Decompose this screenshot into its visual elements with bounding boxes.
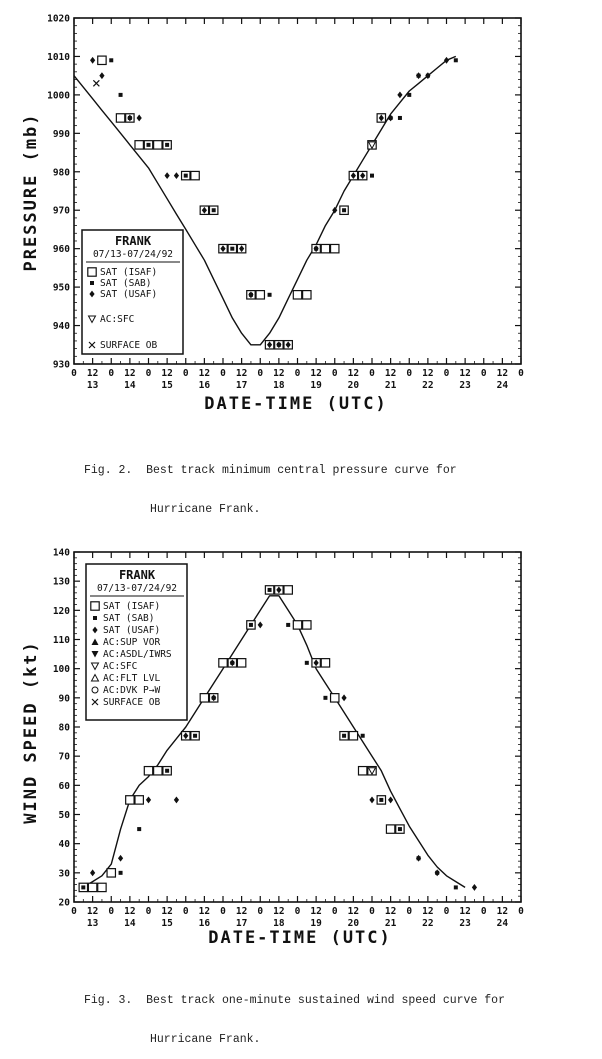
small-square-marker bbox=[90, 281, 94, 285]
wind-x-hour-label: 12 bbox=[273, 906, 285, 917]
wind-square-point bbox=[88, 883, 96, 891]
pressure-small-square-point bbox=[212, 208, 216, 212]
pressure-small-square-point bbox=[268, 293, 272, 297]
wind-square-point bbox=[98, 883, 106, 891]
wind-small-square-point bbox=[286, 623, 290, 627]
wind-x-hour-label: 0 bbox=[182, 906, 189, 917]
wind-x-hour-label: 0 bbox=[406, 906, 413, 917]
pressure-diamond-point bbox=[388, 115, 393, 122]
pressure-y-tick-label: 1010 bbox=[47, 51, 70, 63]
wind-square-point bbox=[358, 767, 366, 775]
pressure-legend-item-label: AC:SFC bbox=[100, 314, 135, 325]
pressure-x-hour-label: 12 bbox=[384, 368, 397, 379]
wind-y-tick-label: 40 bbox=[58, 839, 70, 851]
pressure-y-tick-label: 990 bbox=[52, 128, 70, 140]
pressure-x-day-label: 15 bbox=[161, 380, 173, 391]
pressure-diamond-point bbox=[416, 72, 421, 79]
pressure-x-hour-label: 0 bbox=[257, 368, 264, 379]
pressure-x-day-label: 18 bbox=[273, 380, 285, 391]
figure-2-caption-line-2: Hurricane Frank. bbox=[150, 503, 261, 516]
wind-square-point bbox=[284, 586, 292, 594]
pressure-x-hour-label: 0 bbox=[406, 368, 413, 379]
pressure-x-hour-label: 0 bbox=[518, 368, 524, 379]
wind-x-hour-label: 12 bbox=[496, 906, 509, 917]
pressure-x-day-label: 20 bbox=[347, 380, 360, 391]
pressure-small-square-point bbox=[398, 116, 402, 120]
pressure-diamond-point bbox=[137, 115, 142, 122]
pressure-legend-dates: 07/13-07/24/92 bbox=[92, 249, 174, 260]
wind-diamond-point bbox=[416, 855, 421, 862]
wind-diamond-point bbox=[90, 869, 95, 876]
wind-x-axis-label: DATE-TIME (UTC) bbox=[208, 928, 392, 948]
legend-marker bbox=[93, 616, 97, 620]
wind-small-square-point bbox=[305, 661, 309, 665]
wind-x-hour-label: 0 bbox=[71, 906, 77, 917]
wind-legend-item-label: AC:SUP VOR bbox=[103, 637, 161, 648]
wind-x-hour-label: 12 bbox=[235, 906, 248, 917]
wind-legend-item-label: AC:DVK P→W bbox=[103, 685, 161, 696]
wind-small-square-point bbox=[119, 871, 123, 875]
wind-diamond-point bbox=[146, 797, 151, 804]
wind-x-hour-label: 0 bbox=[369, 906, 375, 917]
wind-legend-item-label: AC:SFC bbox=[103, 661, 138, 672]
wind-x-hour-label: 0 bbox=[257, 906, 264, 917]
pressure-x-hour-label: 12 bbox=[310, 368, 322, 379]
pressure-x-hour-label: 12 bbox=[496, 368, 509, 379]
wind-square-point bbox=[303, 621, 311, 629]
pressure-diamond-point bbox=[90, 57, 95, 64]
pressure-legend-item-label: SAT (USAF) bbox=[100, 289, 158, 300]
figure-3-caption-line-2: Hurricane Frank. bbox=[150, 1033, 261, 1046]
wind-y-tick-label: 60 bbox=[58, 780, 70, 792]
wind-y-tick-label: 110 bbox=[52, 635, 70, 646]
pressure-y-tick-label: 930 bbox=[52, 359, 70, 371]
pressure-y-tick-label: 980 bbox=[52, 167, 70, 179]
wind-x-day-label: 16 bbox=[198, 918, 211, 929]
pressure-small-square-point bbox=[119, 93, 123, 97]
wind-x-hour-label: 0 bbox=[331, 906, 338, 917]
wind-x-hour-label: 12 bbox=[347, 906, 360, 917]
pressure-x-hour-label: 12 bbox=[347, 368, 360, 379]
wind-x-hour-label: 0 bbox=[145, 906, 152, 917]
pressure-small-square-point bbox=[370, 174, 374, 178]
wind-small-square-point bbox=[398, 827, 402, 831]
wind-y-tick-label: 120 bbox=[52, 605, 70, 617]
wind-square-point bbox=[200, 694, 208, 702]
pressure-x-day-label: 16 bbox=[198, 380, 211, 391]
pressure-diamond-point bbox=[99, 72, 104, 79]
pressure-x-hour-label: 0 bbox=[480, 368, 487, 379]
pressure-y-tick-label: 1000 bbox=[47, 90, 70, 102]
pressure-x-day-label: 13 bbox=[86, 380, 99, 391]
pressure-square-point bbox=[135, 141, 143, 149]
pressure-legend-item-label: SAT (ISAF) bbox=[100, 267, 158, 278]
pressure-x-hour-label: 12 bbox=[235, 368, 248, 379]
pressure-x-hour-label: 12 bbox=[86, 368, 99, 379]
wind-small-square-point bbox=[193, 734, 197, 738]
pressure-legend-item bbox=[89, 340, 157, 351]
wind-diamond-point bbox=[174, 797, 179, 804]
wind-x-hour-label: 12 bbox=[161, 906, 173, 917]
pressure-square-point bbox=[293, 291, 301, 299]
legend-marker bbox=[91, 602, 99, 610]
wind-legend-item-label: SAT (ISAF) bbox=[103, 601, 161, 612]
wind-x-hour-label: 0 bbox=[220, 906, 226, 917]
pressure-y-tick-label: 960 bbox=[52, 244, 70, 256]
pressure-x-day-label: 21 bbox=[384, 380, 397, 391]
pressure-x-hour-label: 12 bbox=[273, 368, 285, 379]
figure-2-caption bbox=[84, 438, 584, 529]
wind-x-hour-label: 12 bbox=[422, 906, 434, 917]
wind-x-hour-label: 12 bbox=[459, 906, 471, 917]
pressure-chart bbox=[0, 0, 602, 420]
pressure-diamond-point bbox=[397, 91, 402, 98]
pressure-legend-item bbox=[90, 278, 151, 289]
pressure-y-axis-label: PRESSURE (mb) bbox=[21, 112, 41, 272]
wind-legend-item-label: SURFACE OB bbox=[103, 697, 161, 708]
wind-x-day-label: 24 bbox=[496, 918, 509, 929]
wind-square-point bbox=[386, 825, 394, 833]
wind-y-tick-label: 90 bbox=[58, 693, 70, 705]
wind-x-day-label: 13 bbox=[86, 918, 99, 929]
wind-small-square-point bbox=[81, 885, 85, 889]
wind-y-tick-label: 70 bbox=[58, 751, 70, 763]
pressure-x-day-label: 24 bbox=[496, 380, 509, 391]
pressure-x-hour-label: 12 bbox=[459, 368, 471, 379]
wind-square-point bbox=[154, 767, 162, 775]
wind-x-hour-label: 0 bbox=[518, 906, 524, 917]
wind-diamond-point bbox=[472, 884, 477, 891]
wind-diamond-point bbox=[118, 855, 123, 862]
pressure-x-axis-label: DATE-TIME (UTC) bbox=[204, 394, 388, 414]
wind-x-hour-label: 0 bbox=[108, 906, 115, 917]
pressure-small-square-point bbox=[147, 143, 151, 147]
wind-square-point bbox=[237, 659, 245, 667]
wind-y-tick-label: 50 bbox=[58, 810, 70, 821]
legend-marker bbox=[90, 281, 94, 285]
wind-legend bbox=[86, 564, 187, 720]
wind-x-hour-label: 12 bbox=[198, 906, 211, 917]
pressure-x-hour-label: 0 bbox=[182, 368, 189, 379]
pressure-series-x bbox=[93, 80, 99, 86]
pressure-small-square-point bbox=[109, 58, 113, 62]
wind-x-day-label: 23 bbox=[459, 918, 471, 929]
pressure-square-point bbox=[116, 114, 124, 122]
wind-diamond-point bbox=[388, 797, 393, 804]
wind-x-hour-label: 12 bbox=[124, 906, 136, 917]
pressure-x-hour-label: 0 bbox=[108, 368, 115, 379]
wind-legend-item bbox=[92, 685, 160, 696]
pressure-x-day-label: 17 bbox=[235, 380, 248, 391]
pressure-legend-title: FRANK bbox=[114, 234, 152, 248]
pressure-x-hour-label: 12 bbox=[422, 368, 434, 379]
wind-diamond-point bbox=[435, 869, 440, 876]
pressure-x-hour-label: 0 bbox=[145, 368, 152, 379]
pressure-x-hour-label: 12 bbox=[124, 368, 136, 379]
wind-diamond-point bbox=[341, 694, 346, 701]
wind-legend-item-label: AC:ASDL/IWRS bbox=[103, 649, 172, 660]
wind-legend-item-label: SAT (USAF) bbox=[103, 625, 161, 636]
pressure-square-point bbox=[321, 244, 329, 252]
pressure-square-point bbox=[154, 141, 162, 149]
wind-legend-item bbox=[92, 625, 160, 636]
pressure-square-point bbox=[256, 291, 264, 299]
wind-legend-item-label: SAT (SAB) bbox=[103, 613, 155, 624]
wind-x-day-label: 14 bbox=[124, 918, 136, 929]
pressure-x-day-label: 19 bbox=[310, 380, 322, 391]
wind-x-hour-label: 0 bbox=[480, 906, 487, 917]
pressure-small-square-point bbox=[184, 174, 188, 178]
pressure-small-square-point bbox=[407, 93, 411, 97]
wind-square-point bbox=[126, 796, 134, 804]
wind-square-point bbox=[293, 621, 301, 629]
wind-square-point bbox=[107, 869, 115, 877]
wind-y-tick-label: 100 bbox=[52, 664, 70, 676]
wind-x-hour-label: 12 bbox=[86, 906, 99, 917]
pressure-y-tick-label: 970 bbox=[52, 205, 70, 217]
pressure-small-square-point bbox=[342, 208, 346, 212]
wind-x-day-label: 17 bbox=[235, 918, 248, 929]
wind-legend-item-label: AC:FLT LVL bbox=[103, 673, 161, 684]
pressure-x-day-label: 22 bbox=[422, 380, 434, 391]
wind-small-square-point bbox=[342, 734, 346, 738]
figure-3-caption bbox=[84, 968, 584, 1059]
wind-small-square-point bbox=[137, 827, 141, 831]
wind-diamond-point bbox=[369, 797, 374, 804]
pressure-x-day-label: 23 bbox=[459, 380, 471, 391]
wind-y-tick-label: 130 bbox=[52, 576, 70, 588]
pressure-y-tick-label: 940 bbox=[52, 321, 70, 333]
square-marker bbox=[91, 602, 99, 610]
pressure-square-point bbox=[303, 291, 311, 299]
wind-y-tick-label: 30 bbox=[58, 868, 70, 880]
wind-small-square-point bbox=[165, 769, 169, 773]
wind-square-point bbox=[321, 659, 329, 667]
wind-small-square-point bbox=[454, 885, 458, 889]
square-marker bbox=[88, 268, 96, 276]
wind-diamond-point bbox=[258, 622, 263, 629]
pressure-small-square-point bbox=[165, 143, 169, 147]
pressure-x-hour-label: 0 bbox=[443, 368, 450, 379]
wind-small-square-point bbox=[268, 588, 272, 592]
wind-x-hour-label: 0 bbox=[443, 906, 450, 917]
pressure-x-hour-label: 0 bbox=[220, 368, 226, 379]
wind-square-point bbox=[135, 796, 143, 804]
wind-legend-title: FRANK bbox=[118, 568, 156, 582]
wind-x-hour-label: 12 bbox=[384, 906, 397, 917]
pressure-x-hour-label: 0 bbox=[294, 368, 301, 379]
pressure-x-day-label: 14 bbox=[124, 380, 136, 391]
pressure-x-point bbox=[93, 80, 99, 86]
wind-x-day-label: 21 bbox=[384, 918, 397, 929]
pressure-x-hour-label: 0 bbox=[331, 368, 338, 379]
pressure-square-point bbox=[331, 244, 339, 252]
wind-legend-item bbox=[93, 613, 154, 624]
wind-y-tick-label: 80 bbox=[58, 722, 70, 734]
pressure-small-square-point bbox=[454, 58, 458, 62]
wind-x-day-label: 15 bbox=[161, 918, 173, 929]
wind-y-axis-label: WIND SPEED (kt) bbox=[21, 640, 41, 824]
pressure-square-point bbox=[98, 56, 106, 64]
wind-x-day-label: 19 bbox=[310, 918, 322, 929]
pressure-diamond-point bbox=[174, 172, 179, 179]
wind-square-point bbox=[144, 767, 152, 775]
wind-small-square-point bbox=[249, 623, 253, 627]
pressure-x-hour-label: 12 bbox=[161, 368, 173, 379]
pressure-legend bbox=[82, 230, 183, 354]
pressure-y-tick-label: 950 bbox=[52, 282, 70, 294]
pressure-x-hour-label: 0 bbox=[71, 368, 77, 379]
wind-x-hour-label: 0 bbox=[294, 906, 301, 917]
figure-2-caption-line-1: Fig. 2. Best track minimum central pressure curve for bbox=[84, 464, 457, 477]
wind-small-square-point bbox=[361, 734, 365, 738]
wind-square-point bbox=[219, 659, 227, 667]
wind-y-tick-label: 140 bbox=[52, 547, 70, 559]
pressure-x-hour-label: 12 bbox=[198, 368, 211, 379]
pressure-square-point bbox=[191, 171, 199, 179]
wind-legend-dates: 07/13-07/24/92 bbox=[96, 583, 178, 594]
wind-x-day-label: 20 bbox=[347, 918, 360, 929]
pressure-legend-item bbox=[89, 289, 157, 300]
wind-speed-chart bbox=[0, 540, 602, 950]
wind-y-tick-label: 20 bbox=[58, 897, 70, 909]
pressure-small-square-point bbox=[230, 247, 234, 251]
wind-small-square-point bbox=[379, 798, 383, 802]
wind-square-point bbox=[349, 732, 357, 740]
pressure-legend-item-label: SAT (SAB) bbox=[100, 278, 152, 289]
wind-x-hour-label: 12 bbox=[310, 906, 322, 917]
figure-3-caption-line-1: Fig. 3. Best track one-minute sustained wind speed curve for bbox=[84, 994, 505, 1007]
wind-legend-item bbox=[92, 697, 160, 708]
wind-x-day-label: 18 bbox=[273, 918, 285, 929]
legend-marker bbox=[88, 268, 96, 276]
small-square-marker bbox=[93, 616, 97, 620]
pressure-legend-item-label: SURFACE OB bbox=[100, 340, 158, 351]
wind-legend-item bbox=[92, 649, 172, 660]
pressure-y-tick-label: 1020 bbox=[47, 13, 70, 25]
wind-x-day-label: 22 bbox=[422, 918, 434, 929]
wind-square-point bbox=[331, 694, 339, 702]
wind-small-square-point bbox=[323, 696, 327, 700]
pressure-diamond-point bbox=[165, 172, 170, 179]
pressure-x-hour-label: 0 bbox=[369, 368, 375, 379]
